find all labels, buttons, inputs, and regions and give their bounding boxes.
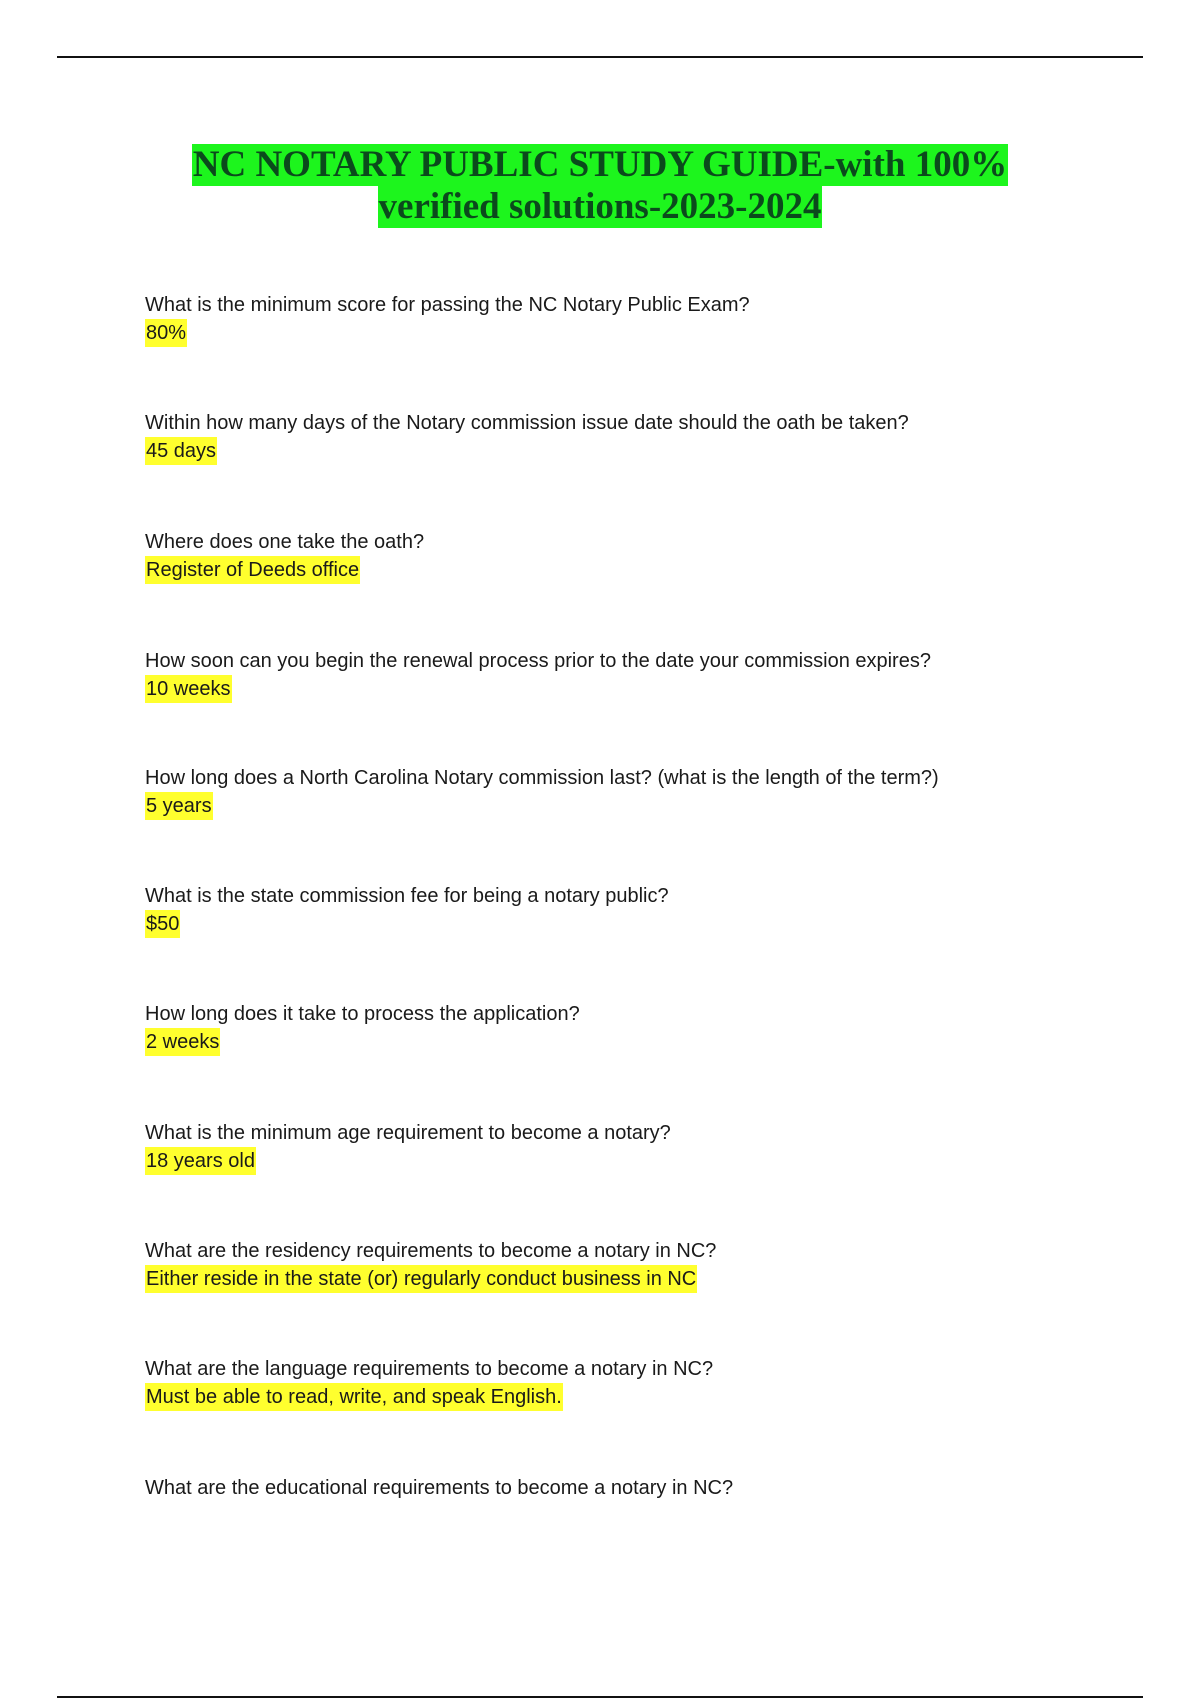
question-text: What is the minimum score for passing the NC Notary Public Exam?: [145, 294, 750, 316]
answer-text: 18 years old: [145, 1147, 256, 1175]
question-text: What is the minimum age requirement to become a notary?: [145, 1122, 671, 1144]
question-text: How long does it take to process the application?: [145, 1003, 580, 1025]
answer-text: 2 weeks: [145, 1028, 220, 1056]
answer-text: 80%: [145, 319, 187, 347]
question-text: Within how many days of the Notary commission issue date should the oath be taken?: [145, 412, 909, 434]
answer-text: 45 days: [145, 437, 217, 465]
answer-text: 10 weeks: [145, 675, 232, 703]
bottom-rule: [57, 1696, 1143, 1698]
question-text: What are the language requirements to become a notary in NC?: [145, 1358, 714, 1380]
qa-item: [145, 1000, 1105, 1056]
answer-text: Either reside in the state (or) regularly conduct business in NC: [145, 1265, 697, 1293]
qa-item: [145, 1119, 1105, 1175]
qa-item: [145, 528, 1105, 584]
title-line-1: NC NOTARY PUBLIC STUDY GUIDE-with 100%: [192, 144, 1008, 185]
question-text: What are the residency requirements to become a notary in NC?: [145, 1240, 717, 1262]
answer-text: Must be able to read, write, and speak English.: [145, 1383, 563, 1411]
answer-text: 5 years: [145, 792, 213, 820]
qa-item: [145, 764, 1105, 820]
question-text: Where does one take the oath?: [145, 531, 425, 553]
document-title: [0, 144, 1200, 228]
question-text: How long does a North Carolina Notary commission last? (what is the length of the term?): [145, 767, 939, 789]
qa-item: [145, 409, 1105, 465]
qa-item: [145, 647, 1105, 703]
answer-text: $50: [145, 910, 180, 938]
title-line-2: verified solutions-2023-2024: [378, 186, 822, 227]
question-text: What are the educational requirements to become a notary in NC?: [145, 1477, 734, 1499]
top-rule: [57, 56, 1143, 58]
qa-item: [145, 1355, 1105, 1411]
answer-text: Register of Deeds office: [145, 556, 360, 584]
question-text: How soon can you begin the renewal process prior to the date your commission expires?: [145, 650, 931, 672]
qa-item: [145, 882, 1105, 938]
qa-item: [145, 1474, 1105, 1502]
qa-item: [145, 1237, 1105, 1293]
question-text: What is the state commission fee for being a notary public?: [145, 885, 669, 907]
qa-item: [145, 291, 1105, 347]
